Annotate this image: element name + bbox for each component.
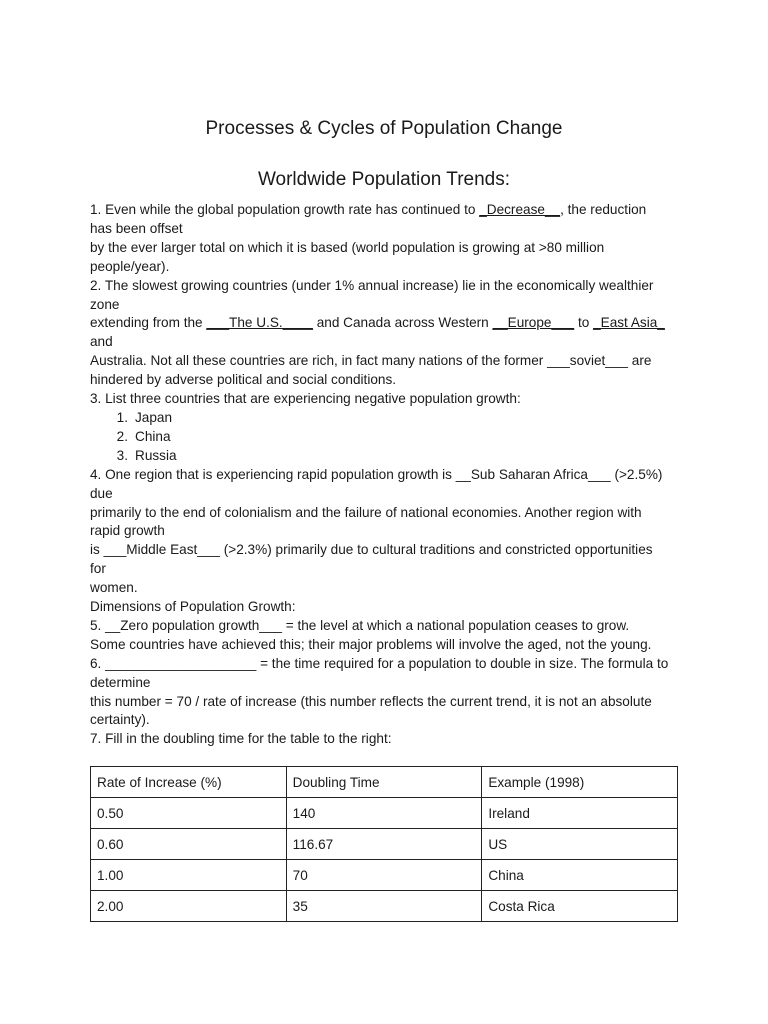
table-cell: Costa Rica	[482, 891, 678, 922]
section-title: Worldwide Population Trends:	[257, 169, 511, 190]
q4-line-7: women.	[90, 580, 138, 596]
table-header-row	[91, 767, 678, 798]
q4-line-5: is ___Middle East___ (>2.3%) primarily due to cultural traditions and constricted opportunities	[90, 542, 653, 558]
table-row	[91, 829, 678, 860]
q2-answer-2: __Europe___	[492, 315, 575, 331]
q2-answer-3: _East Asia_	[593, 315, 665, 331]
table-cell: 70	[286, 860, 482, 891]
table-header: Doubling Time	[286, 767, 482, 798]
list-item: 3. Russia	[116, 447, 177, 463]
table-row	[91, 798, 678, 829]
worksheet-body	[90, 201, 690, 749]
page-title: Processes & Cycles of Population Change	[205, 118, 563, 139]
table-header: Rate of Increase (%)	[91, 767, 287, 798]
doubling-time-table	[90, 766, 678, 922]
q4-line-3: primarily to the end of colonialism and the failure of national economies. Another region with	[90, 504, 642, 520]
table-cell: 116.67	[286, 829, 482, 860]
q1-line-2: has been offset	[90, 220, 183, 236]
q2-line-2: zone	[90, 296, 120, 312]
q6-line-1: 6. ____________________ = the time required for a population to double in size. The formula to	[90, 655, 669, 671]
dimensions-heading: Dimensions of Population Growth:	[90, 599, 296, 615]
q4-line-4: rapid growth	[90, 523, 165, 539]
table-cell: China	[482, 860, 678, 891]
q2-answer-1: ___The U.S.____	[206, 315, 313, 331]
q6-line-2: determine	[90, 674, 151, 690]
table-cell: 0.50	[91, 798, 287, 829]
q2-line-3: extending from the ___The U.S.____ and Canada across Western __Europe___ to _East Asia_	[90, 315, 665, 331]
q5-line-1: 5. __Zero population growth___ = the level at which a national population ceases to grow.	[90, 617, 630, 633]
table-header: Example (1998)	[482, 767, 678, 798]
q1-answer: _Decrease__	[479, 202, 561, 217]
q2-line-1: 2. The slowest growing countries (under 1% annual increase) lie in the economically wealthier	[90, 277, 654, 293]
q4-line-2: due	[90, 485, 113, 501]
q1-line-1: 1. Even while the global population growth rate has continued to _Decrease__, the reduction	[90, 202, 647, 217]
q7-prompt: 7. Fill in the doubling time for the table to the right:	[90, 731, 392, 747]
q6-line-4: certainty).	[90, 712, 150, 728]
list-item: 2. China	[116, 428, 171, 444]
table-cell: 140	[286, 798, 482, 829]
q2-line-6: hindered by adverse political and social conditions.	[90, 372, 397, 388]
table-cell: US	[482, 829, 678, 860]
table-cell: 35	[286, 891, 482, 922]
q5-line-2: Some countries have achieved this; their major problems will involve the aged, not the young.	[90, 636, 652, 652]
list-item: 1. Japan	[116, 409, 173, 425]
q3-prompt: 3. List three countries that are experiencing negative population growth:	[90, 391, 521, 407]
q4-line-1: 4. One region that is experiencing rapid population growth is __Sub Saharan Africa___ (>2.5%)	[90, 466, 663, 482]
q4-line-6: for	[90, 561, 106, 577]
table-cell: 0.60	[91, 829, 287, 860]
table-cell: 1.00	[91, 860, 287, 891]
table-cell: 2.00	[91, 891, 287, 922]
table-cell: Ireland	[482, 798, 678, 829]
q1-line-3: by the ever larger total on which it is based (world population is growing at >80 million	[90, 239, 605, 255]
q2-line-4: and	[90, 334, 113, 350]
q6-line-3: this number = 70 / rate of increase (this number reflects the current trend, it is not an absolute	[90, 693, 652, 709]
q1-line-4: people/year).	[90, 258, 170, 274]
table-row	[91, 891, 678, 922]
q2-line-5: Australia. Not all these countries are rich, in fact many nations of the former ___soviet___ are	[90, 353, 652, 369]
table-row	[91, 860, 678, 891]
